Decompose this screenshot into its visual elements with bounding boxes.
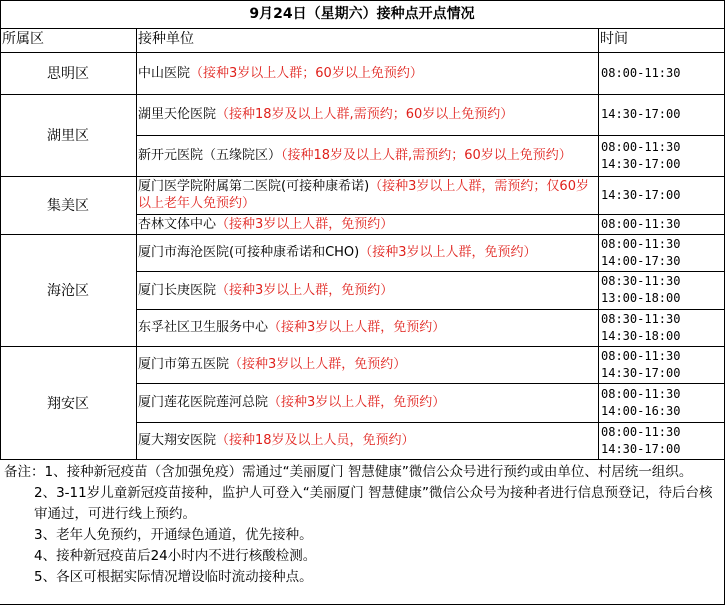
remarks [0, 460, 724, 604]
site-note: （接种3岁以上人群，免预约） [359, 245, 537, 260]
remark-1: 备注：1、接种新冠疫苗（含加强免疫）需通过“美丽厦门 智慧健康”微信公众号进行预约或由单位、村居统一组织。 [4, 464, 693, 480]
site-time [598, 52, 724, 94]
site-time [598, 309, 724, 346]
site-note: （接种18岁及以上人群,需预约；60岁以上免预约） [216, 107, 514, 122]
time-slot: 14:30-17:00 [601, 187, 681, 202]
site-unit [136, 383, 598, 422]
site-note: （接种3岁以上人群；60岁以上免预约） [190, 65, 423, 81]
site-time [598, 422, 724, 459]
site-time [598, 176, 724, 214]
time-slot: 08:00-11:30 [601, 139, 681, 154]
district-name: 湖里区 [47, 128, 89, 144]
site-unit [136, 309, 598, 346]
site-time [598, 214, 724, 234]
district-divider [0, 459, 725, 460]
site-name: 新开元医院（五缘院区） [138, 148, 282, 163]
site-note: （接种3岁以上人群，免预约） [216, 216, 394, 232]
column-line [598, 28, 599, 459]
site-name: 杏林文体中心 [138, 216, 217, 232]
border-line [0, 0, 725, 1]
site-unit [136, 176, 598, 214]
site-time [598, 94, 724, 135]
site-time [598, 383, 724, 422]
time-slot: 13:00-18:00 [601, 291, 681, 305]
time-slot: 08:00-11:30 [601, 216, 681, 231]
time-slot: 14:30-17:00 [601, 107, 681, 121]
site-name: 厦门市海沧医院(可接种康希诺和CHO) [138, 245, 360, 260]
site-note: （接种3岁以上人群，免预约） [229, 357, 407, 372]
border-line [0, 28, 725, 29]
remark-2: 2、3-11岁儿童新冠疫苗接种，监护人可登入“美丽厦门 智慧健康”微信公众号为接种者进行信息预登记，待后台核审通过，可进行线上预约。 [34, 485, 713, 522]
time-slot: 14:00-16:30 [601, 403, 681, 418]
time-slot: 08:00-11:30 [601, 386, 681, 401]
site-unit [136, 422, 598, 459]
time-slot: 08:30-11:30 [601, 311, 681, 326]
site-name: 厦大翔安医院 [138, 433, 217, 448]
site-unit [136, 135, 598, 176]
site-note: （接种3岁以上人群，免预约） [268, 395, 446, 410]
site-time [598, 271, 724, 309]
site-unit [136, 346, 598, 383]
site-unit [136, 214, 598, 234]
time-slot: 14:30-17:00 [601, 365, 681, 380]
time-slot: 08:00-11:30 [601, 236, 681, 251]
site-note: （接种3岁以上人群，免预约） [216, 282, 394, 298]
site-unit [136, 271, 598, 309]
time-slot: 14:00-17:30 [601, 253, 681, 268]
time-slot: 14:30-17:00 [601, 156, 681, 171]
site-time [598, 346, 724, 383]
time-slot: 08:00-11:30 [601, 348, 681, 363]
time-slot: 08:00-11:30 [601, 424, 681, 439]
site-name: 厦门医学院附属第二医院(可接种康希诺) [138, 179, 370, 194]
border-line [0, 0, 1, 460]
site-unit [136, 52, 598, 94]
site-note: （接种18岁及以上人员，免预约） [216, 433, 415, 448]
site-name: 东孚社区卫生服务中心 [138, 320, 269, 335]
district-name: 翔安区 [47, 395, 89, 412]
table-title: 9月24日（星期六）接种点开点情况 [249, 6, 475, 22]
district-name: 思明区 [47, 66, 89, 82]
column-line [136, 28, 137, 459]
site-note: （接种3岁以上人群，需预约；仅60岁以上老年人免预约） [138, 179, 589, 211]
site-note: （接种3岁以上人群，免预约） [268, 320, 446, 335]
time-slot: 08:30-11:30 [601, 274, 681, 288]
time-slot: 14:30-17:00 [601, 441, 681, 456]
site-note: （接种18岁及以上人群,需预约；60岁以上免预约） [281, 148, 572, 163]
time-slot: 08:00-11:30 [601, 65, 681, 80]
time-slot: 14:30-18:00 [601, 328, 681, 343]
site-time [598, 234, 724, 271]
site-name: 厦门长庚医院 [138, 282, 217, 298]
header-district: 所属区 [2, 31, 44, 47]
site-unit [136, 94, 598, 135]
site-name: 厦门莲花医院莲河总院 [138, 395, 269, 410]
site-name: 湖里天伦医院 [138, 107, 217, 122]
site-unit [136, 234, 598, 271]
district-name: 集美区 [47, 198, 89, 214]
remark-4: 4、接种新冠疫苗后24小时内不进行核酸检测。 [34, 548, 317, 564]
district-name: 海沧区 [47, 283, 89, 299]
remark-5: 5、各区可根据实际情况增设临时流动接种点。 [34, 569, 313, 585]
header-unit: 接种单位 [138, 31, 194, 47]
site-name: 中山医院 [138, 65, 191, 81]
remark-3: 3、老年人免预约，开通绿色通道，优先接种。 [34, 527, 313, 543]
site-name: 厦门市第五医院 [138, 357, 230, 372]
header-time: 时间 [600, 31, 628, 47]
site-time [598, 135, 724, 176]
